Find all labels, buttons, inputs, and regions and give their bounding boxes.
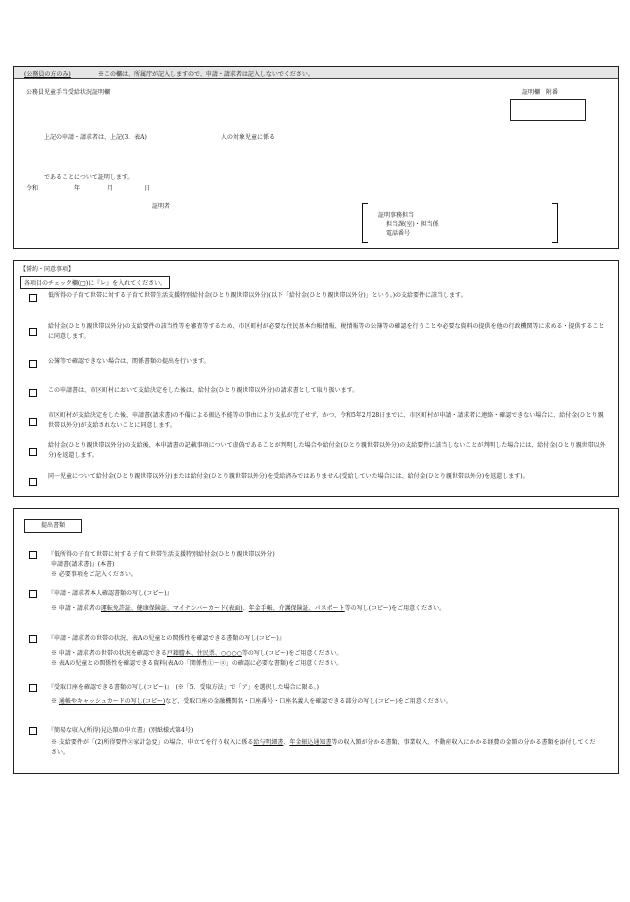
pledge-checkbox-3[interactable] [29,360,37,368]
doc-5-title: 『簡易な収入(所得)見込額の申立書』(別紙様式第4号) [48,727,194,734]
cert-line-b: 人の対象児童に係る [221,134,276,141]
doc-3-note-1 [51,648,342,657]
pledge-checkbox-1[interactable] [29,294,37,302]
doc-3-note-2: ※ 表Aの児童との関係性を確認できる資料(表Aの「関係性①～④」の確認に必要な書類)をご用意ください。 [51,660,343,667]
contact-bracket-left [362,203,368,243]
pledge-checkbox-4[interactable] [29,389,37,397]
doc-4-note-pre: ※ [51,698,59,705]
doc-checkbox-2[interactable] [29,590,37,598]
pledge-item-2: 給付金(ひとり親世帯以外分)の支給要件の該当性等を審査等するため、市区町村が必要な住民基本台帳情報、税情報等の公簿等の確認を行うことや必要な資料の提供を他の行政機関等に求める・提供することに同意します。 [48,323,605,340]
doc-3-title: 『申請・請求者の世帯の状況、表Aの児童との関係性を確認できる書類の写し(コピー)』 [48,635,285,642]
pledge-checkbox-6[interactable] [29,448,37,456]
official-header-note: ※この欄は、所属庁が記入しますので、申請・請求者は記入しないでください。 [98,71,314,78]
doc-1-title: 『低所得の子育て世帯に対する子育て世帯生活支援特別給付金(ひとり親世帯以外分) [48,551,275,558]
contact-bracket-right [552,203,558,243]
doc-2-note-pre: ※ 申請・請求者の [51,605,101,612]
doc-5-note-mid: 、 [283,739,290,746]
pledge-instruction: 各項目のチェック欄(□)に『レ』を入れてください。 [24,280,167,287]
date-month: 月 [107,185,114,192]
pledge-item-5: 市区町村が支給決定をした後、申請書(請求書)の不備による振込不能等の事由により支払が完了せず、かつ、令和5年2月28日までに、市区町村が申請・請求者に連絡・確認できない場合に、給付金(ひとり親世帯以外分)が支給されないことに同意します。 [48,412,604,429]
pledge-checkbox-2[interactable] [29,328,37,336]
doc-checkbox-5[interactable] [29,727,37,735]
doc-checkbox-1[interactable] [29,551,37,559]
doc-2-note-post: 等の写し(コピー)をご用意ください。 [344,605,446,612]
doc-3-note-1-pre: ※ 申請・請求者の世帯の状況を確認できる [51,650,167,657]
doc-2-note-underlined-2: 年金手帳、介護保険証、パスポート [248,605,345,612]
contact-line-2: 担当課(室)・担当係 [386,221,439,228]
date-day: 日 [144,185,151,192]
certifier-label: 証明者 [152,203,171,210]
documents-section [13,508,619,774]
pledge-title: 【誓約・同意事項】 [20,266,75,273]
doc-4-note-post: など、受取口座の金融機関名・口座番号・口座名義人を確認できる部分の写し(コピー)をご用意ください。 [165,698,452,705]
official-use-header [14,67,618,79]
doc-checkbox-3[interactable] [29,635,37,643]
doc-2-note [51,603,445,612]
doc-3-note-1-underlined: 戸籍謄本、住民票、○○○○ [166,650,242,657]
doc-5-note [51,738,599,758]
doc-5-note-underlined-2: 年金振込通知書 [289,739,332,746]
official-header-paren: (公務員の方のみ) [24,71,71,78]
cert-line-a: 上記の申請・請求者は、上記(3．表A) [44,134,147,141]
doc-4-title: 『受取口座を確認できる書類の写し(コピー)』 (※「5．受取方法」で「ア」を選択した場合に限る。) [48,684,319,691]
pledge-checkbox-7[interactable] [29,478,37,486]
cert-number-label: 証明欄 附番 [522,89,559,96]
pledge-item-1: 低所得の子育て世帯に対する子育て世帯生活支援特別給付金(ひとり親世帯以外分)(以下「給付金(ひとり親世帯以外分)」という。)の支給要件に該当します。 [48,292,467,299]
doc-5-note-post: 等の収入額が分かる書類、事業収入、不動産収入にかかる経費の金額の分かる書類を添付してください。 [51,739,596,756]
doc-4-note-underlined: 通帳やキャッシュカードの写し(コピー) [58,698,166,705]
cert-line-c: であることについて証明します。 [44,174,134,181]
date-era: 令和 [26,185,39,192]
doc-2-title: 『申請・請求者本人確認書類の写し(コピー)』 [48,590,173,597]
doc-5-note-underlined-1: 給与明細書 [253,739,284,746]
documents-title: 提出書類 [40,522,65,529]
cert-number-field[interactable] [510,99,586,121]
doc-3-note-1-post: 等の写し(コピー)をご用意ください。 [241,650,343,657]
doc-checkbox-4[interactable] [29,684,37,692]
doc-5-note-pre: ※ 支給要件が「(2)所得要件②家計急変」の場合、申立てを行う収入に係る [51,739,254,746]
doc-4-note [51,696,452,705]
doc-1-subtitle: 申請書(請求書)』(本書) [51,561,115,568]
pledge-item-6: 給付金(ひとり親世帯以外分)の支給後、本申請書の記載事項について虚偽であることが判明した場合や給付金(ひとり親世帯以外分)の支給要件に該当しないことが判明した場合には、給付金(ひとり親世帯以外分)を返還します。 [48,442,606,459]
pledge-instruction-box [20,276,170,289]
contact-line-1: 証明事務担当 [378,212,415,219]
pledge-item-3: 公簿等で確認できない場合は、関係書類の提出を行います。 [48,358,210,365]
pledge-item-7: 同一児童について給付金(ひとり親世帯以外分)または給付金(ひとり親世帯以外分)を受給済みではありません(受給していた場合には、給付金(ひとり親世帯以外分)を返還します)。 [48,473,529,480]
cert-title: 公務員児童手当受給状況証明欄 [26,89,111,96]
doc-2-note-mid: 、 [242,605,249,612]
date-year: 年 [74,185,81,192]
doc-1-note: ※ 必要事項をご記入ください。 [51,571,137,578]
doc-2-note-underlined-1: 運転免許証、健康保険証、マイナンバーカード(表面) [100,605,243,612]
pledge-item-4: この申請書は、市区町村において支給決定をした後は、給付金(ひとり親世帯以外分)の請求書として取り扱います。 [48,387,359,394]
pledge-checkbox-5[interactable] [29,418,37,426]
pledge-section [13,260,619,497]
documents-title-box [24,519,82,533]
contact-line-3: 電話番号 [386,230,411,237]
official-use-section [13,66,619,249]
